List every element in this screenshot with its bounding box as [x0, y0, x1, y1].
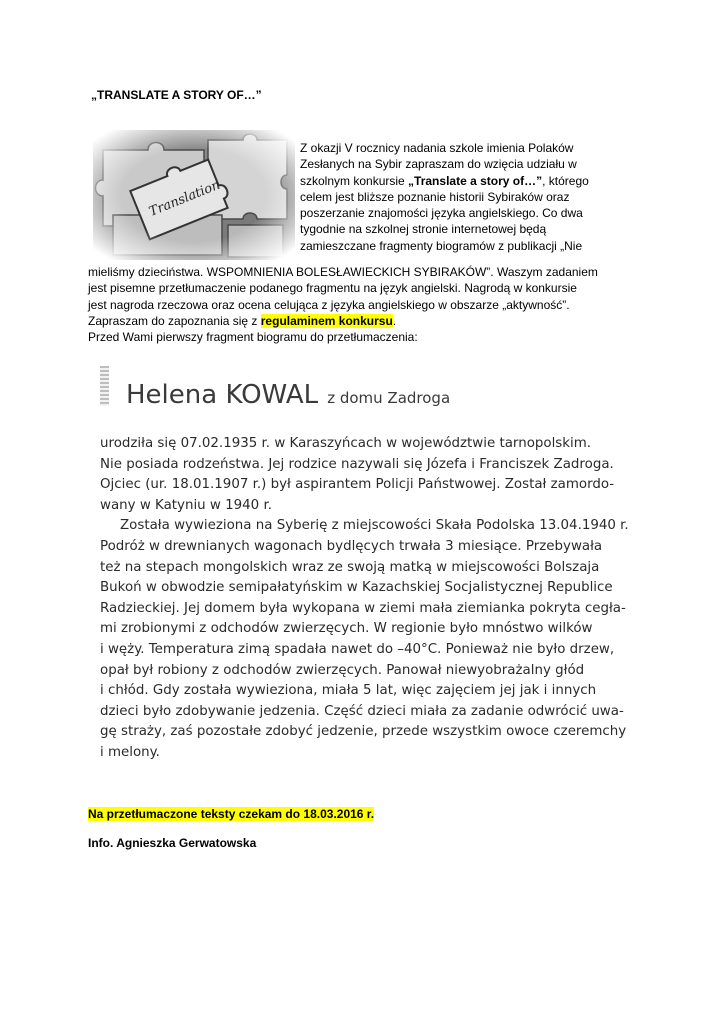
- intro-line: [300, 173, 635, 189]
- rules-text: Zapraszam do zapoznania się z: [88, 313, 261, 328]
- deadline-notice: [88, 807, 374, 821]
- biography-line: opał był robiony z odchodów zwierzęcych. Panował niewyobrażalny głód: [100, 662, 585, 678]
- intro-continuation: [88, 264, 648, 345]
- scan-decoration: [100, 366, 109, 406]
- biography-line: i chłód. Gdy została wywieziona, miała 5 lat, więc zajęciem jej jak i innych: [100, 683, 597, 699]
- contest-name: „Translate a story of…”: [408, 173, 543, 188]
- rules-text: .: [392, 313, 397, 328]
- author-info: Info. Agnieszka Gerwatowska: [88, 836, 257, 850]
- intro-line: jest pisemne przetłumaczenie podanego fragmentu na język angielski. Nagrodą w konkursie: [88, 281, 577, 296]
- biography-line: też na stepach mongolskich wraz ze swoją matką w miejscowości Bolszaja: [100, 559, 600, 575]
- biography-line: Radzieckiej. Jej domem była wykopana w ziemi mała ziemianka pokryta cegła-: [100, 600, 626, 616]
- rules-line: [88, 313, 648, 329]
- biography-line: Podróż w drewnianych wagonach bydlęcych trwała 3 miesiące. Przebywała: [100, 538, 603, 554]
- rules-link[interactable]: regulaminem konkursu: [260, 313, 393, 328]
- intro-line: mieliśmy dzieciństwa. WSPOMNIENIA BOLESŁAWIECKICH SYBIRAKÓW”. Waszym zadaniem: [88, 265, 598, 279]
- puzzle-image: [93, 130, 295, 260]
- biography-line: dzieci było zdobywanie jedzenia. Część dzieci miała za zadanie odwrócić uwa-: [100, 703, 624, 719]
- biography-line: Została wywieziona na Syberię z miejscowości Skała Podolska 13.04.1940 r.: [120, 518, 629, 534]
- biography-line: i melony.: [100, 744, 160, 760]
- intro-paragraph: [300, 140, 635, 254]
- intro-text: szkolnym konkursie: [300, 173, 409, 188]
- biography-maiden-name: z domu Zadroga: [327, 389, 451, 407]
- intro-text: , którego: [542, 173, 589, 188]
- intro-line: celem jest bliższe poznanie historii Sybiraków oraz: [300, 189, 570, 204]
- biography-line: i węży. Temperatura zimą spadała nawet do –40°C. Ponieważ nie było drzew,: [100, 641, 615, 657]
- biography-heading: [126, 380, 450, 410]
- biography-line: Nie posiada rodzeństwa. Jej rodzice nazywali się Józefa i Franciszek Zadroga.: [100, 456, 614, 472]
- fragment-intro: Przed Wami pierwszy fragment biogramu do przetłumaczenia:: [88, 330, 418, 345]
- intro-line: jest nagroda rzeczowa oraz ocena celująca z języka angielskiego w obszarze „aktywność”.: [88, 297, 570, 312]
- intro-line: Zesłanych na Sybir zapraszam do wzięcia udziału w: [300, 157, 577, 172]
- deadline-text: Na przetłumaczone teksty czekam do 18.03.2016 r.: [88, 807, 375, 821]
- biography-line: Bukoń w obwodzie semipałatyńskim w Kazachskiej Socjalistycznej Republice: [100, 580, 613, 596]
- biography-line: mi zrobionymi z odchodów zwierzęcych. W regionie było mnóstwo wilków: [100, 621, 593, 637]
- biography-line: gę straży, zaś pozostałe zdobyć jedzenie, przede wszystkim owoce czeremchy: [100, 724, 627, 740]
- biography-text: [100, 434, 629, 764]
- biography-name: Helena KOWAL: [126, 380, 319, 410]
- intro-line: tygodnie na szkolnej stronie internetowej będą: [300, 222, 547, 237]
- biography-line: Ojciec (ur. 18.01.1907 r.) był aspirantem Policji Państwowej. Został zamordo-: [100, 477, 615, 493]
- page-title: „TRANSLATE A STORY OF…”: [91, 88, 262, 102]
- biography-line: wany w Katyniu w 1940 r.: [100, 497, 272, 513]
- biography-line: urodziła się 07.02.1935 r. w Karaszyńcach w województwie tarnopolskim.: [100, 436, 592, 451]
- intro-line: zamieszczane fragmenty biogramów z publikacji „Nie: [300, 238, 583, 253]
- biography-scan: [97, 362, 627, 770]
- intro-line: poszerzanie znajomości języka angielskiego. Co dwa: [300, 206, 583, 221]
- intro-line: Z okazji V rocznicy nadania szkole imienia Polaków: [300, 141, 574, 155]
